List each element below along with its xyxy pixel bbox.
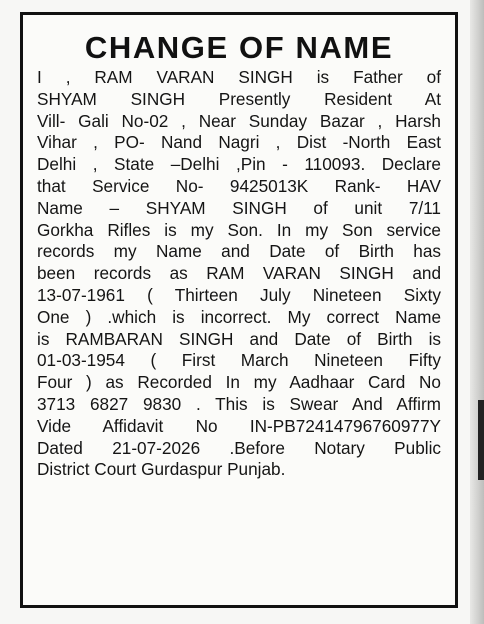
notice-line: 13-07-1961 ( Thirteen July Nineteen Sixty <box>37 284 441 305</box>
notice-line: Gorkha Rifles is my Son. In my Son service <box>37 219 441 240</box>
adjacent-column-dark-mark <box>478 400 484 480</box>
notice-line: Dated 21-07-2026 .Before Notary Public <box>37 437 441 458</box>
change-of-name-notice <box>20 12 458 608</box>
notice-line: District Court Gurdaspur Punjab. <box>37 459 286 480</box>
notice-line: is RAMBARAN SINGH and Date of Birth is <box>37 328 441 349</box>
notice-line: records my Name and Date of Birth has <box>37 241 441 262</box>
notice-body <box>37 67 441 481</box>
notice-line: Vihar , PO- Nand Nagri , Dist -North East <box>37 132 441 153</box>
notice-line: Vill- Gali No-02 , Near Sunday Bazar , Harsh <box>37 110 441 131</box>
notice-line: Name – SHYAM SINGH of unit 7/11 <box>37 197 441 218</box>
notice-line: Vide Affidavit No IN-PB72414796760977Y <box>37 415 441 436</box>
notice-line: 01-03-1954 ( First March Nineteen Fifty <box>37 350 441 371</box>
notice-line: been records as RAM VARAN SINGH and <box>37 263 441 284</box>
notice-line: SHYAM SINGH Presently Resident At <box>37 88 441 109</box>
notice-line: One ) .which is incorrect. My correct Name <box>37 306 441 327</box>
notice-line: 3713 6827 9830 . This is Swear And Affirm <box>37 393 441 414</box>
notice-line: I , RAM VARAN SINGH is Father of <box>37 67 441 87</box>
notice-line: that Service No- 9425013K Rank- HAV <box>37 175 441 196</box>
adjacent-column-edge <box>470 0 484 624</box>
notice-title: CHANGE OF NAME <box>84 30 394 65</box>
notice-line: Four ) as Recorded In my Aadhaar Card No <box>37 372 441 393</box>
notice-line: Delhi , State –Delhi ,Pin - 110093. Declare <box>37 154 441 175</box>
